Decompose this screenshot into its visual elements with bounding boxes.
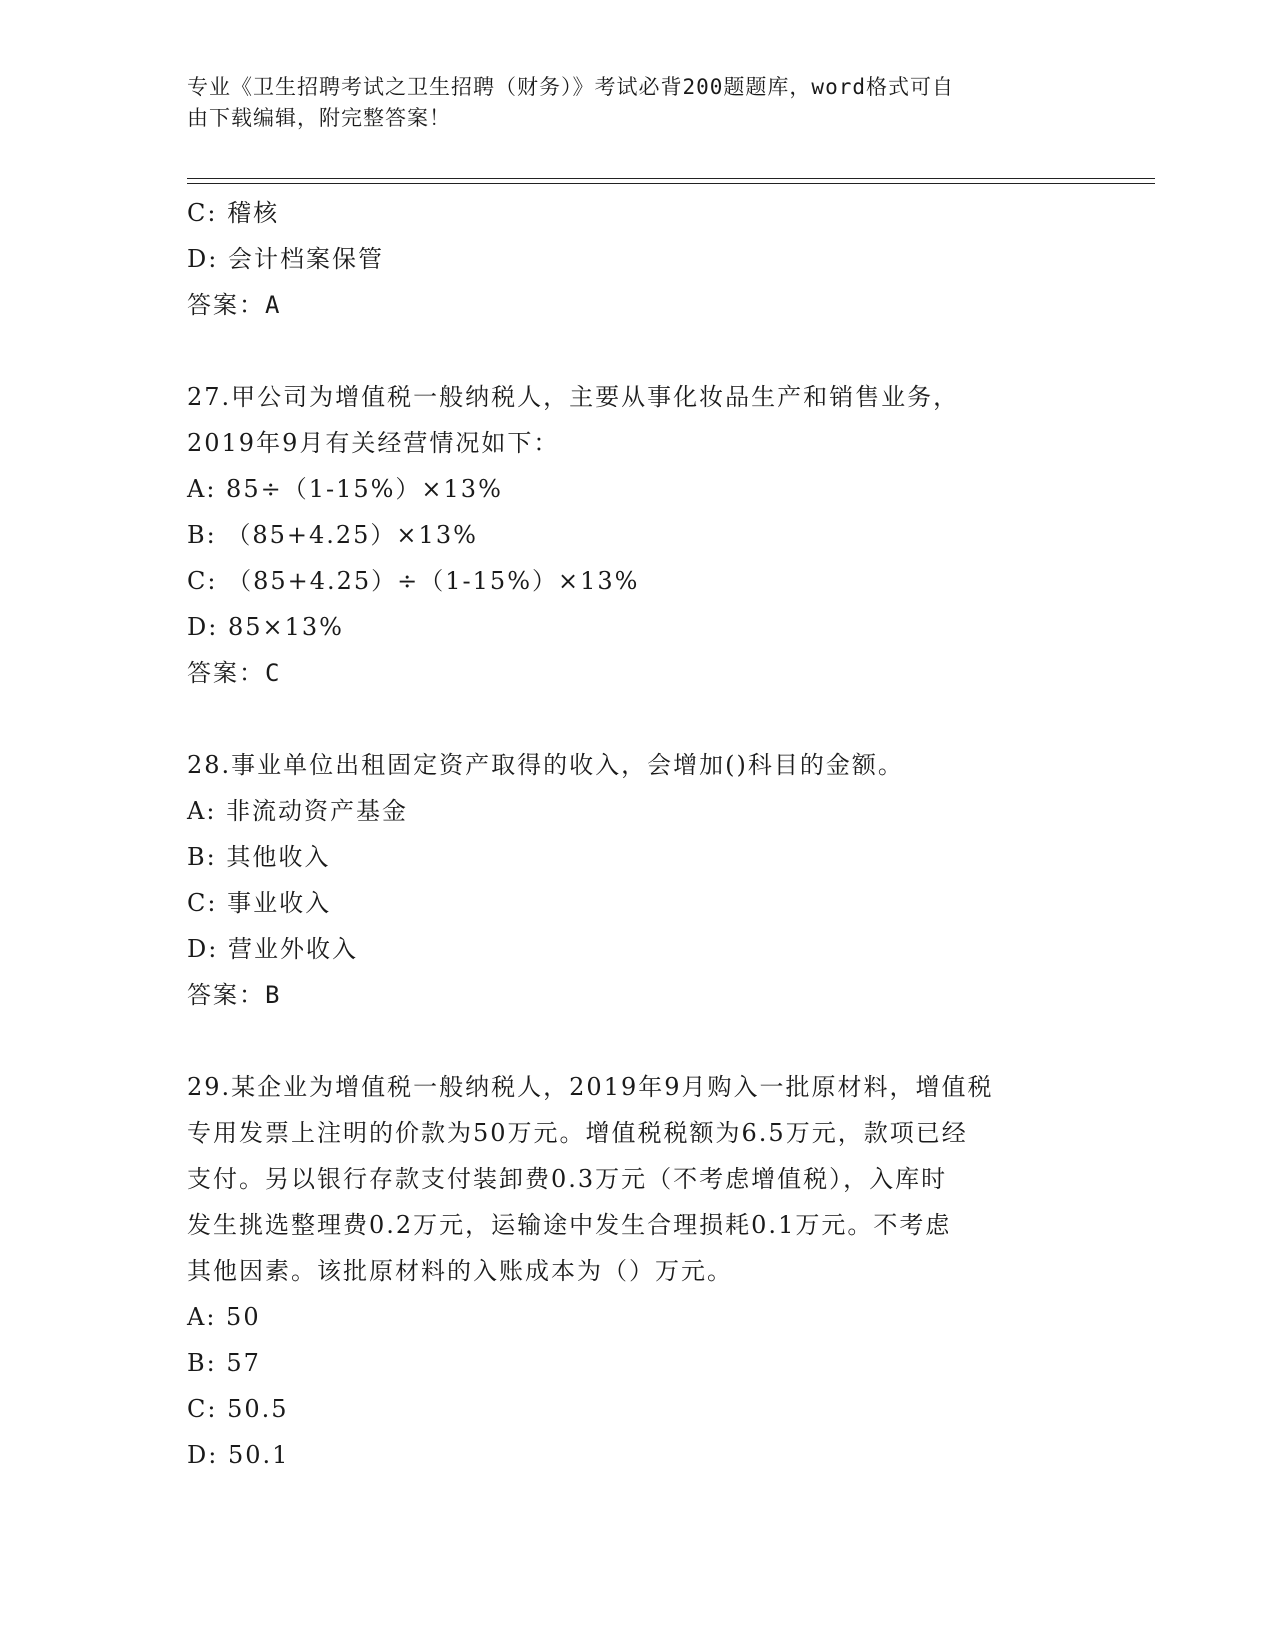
answer-line: 答案：C <box>187 659 282 687</box>
question-stem-line: 28.事业单位出租固定资产取得的收入，会增加()科目的金额。 <box>187 751 904 779</box>
document-header <box>187 72 1077 134</box>
spacer <box>187 696 1087 742</box>
spacer <box>187 1018 1087 1064</box>
option-c: C: 50.5 <box>187 1395 289 1423</box>
option-d: D: 85×13% <box>187 613 344 641</box>
header-line-1: 专业《卫生招聘考试之卫生招聘（财务）》考试必背200题题库，word格式可自 <box>187 75 954 99</box>
question-content <box>187 190 1087 1478</box>
option-d: D: 会计档案保管 <box>187 245 384 273</box>
option-a: A: 50 <box>187 1303 261 1331</box>
spacer <box>187 328 1087 374</box>
header-divider <box>187 178 1155 184</box>
option-d: D: 营业外收入 <box>187 935 358 963</box>
option-d: D: 50.1 <box>187 1441 290 1469</box>
option-b: B: 57 <box>187 1349 261 1377</box>
question-stem-line: 其他因素。该批原材料的入账成本为（）万元。 <box>187 1257 733 1285</box>
option-c: C: 稽核 <box>187 199 280 227</box>
answer-line: 答案：B <box>187 981 282 1009</box>
option-c: C: （85+4.25）÷（1-15%）×13% <box>187 567 640 595</box>
question-stem-line: 29.某企业为增值税一般纳税人，2019年9月购入一批原材料，增值税 <box>187 1073 994 1101</box>
question-28 <box>187 742 1087 1018</box>
question-26-tail <box>187 190 1087 328</box>
question-stem-line: 27.甲公司为增值税一般纳税人，主要从事化妆品生产和销售业务， <box>187 383 960 411</box>
header-line-2: 由下载编辑，附完整答案！ <box>187 106 451 130</box>
option-a: A: 85÷（1-15%）×13% <box>187 475 503 503</box>
question-stem-line: 专用发票上注明的价款为50万元。增值税税额为6.5万元，款项已经 <box>187 1119 968 1147</box>
option-a: A: 非流动资产基金 <box>187 797 409 825</box>
answer-line: 答案：A <box>187 291 282 319</box>
question-27 <box>187 374 1087 696</box>
question-stem-line: 发生挑选整理费0.2万元，运输途中发生合理损耗0.1万元。不考虑 <box>187 1211 952 1239</box>
question-29 <box>187 1064 1087 1478</box>
question-stem-line: 2019年9月有关经营情况如下： <box>187 429 560 457</box>
option-c: C: 事业收入 <box>187 889 332 917</box>
question-stem-line: 支付。另以银行存款支付装卸费0.3万元（不考虑增值税），入库时 <box>187 1165 948 1193</box>
option-b: B: 其他收入 <box>187 843 331 871</box>
option-b: B: （85+4.25）×13% <box>187 521 478 549</box>
